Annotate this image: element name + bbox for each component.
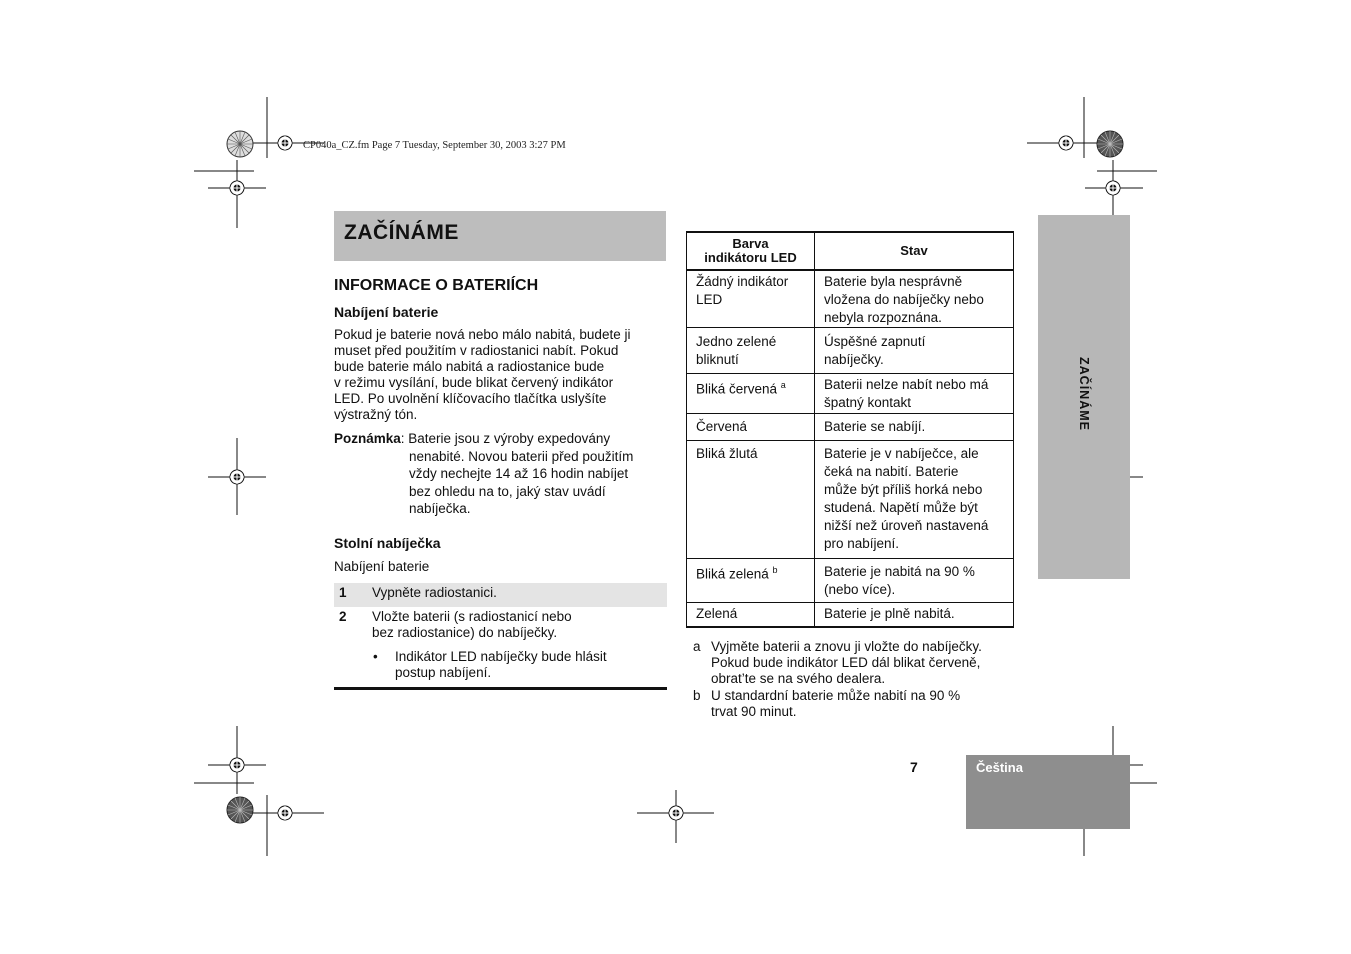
note-block xyxy=(334,430,666,518)
desk-charger-subheading: Nabíjení baterie xyxy=(334,559,430,574)
page-number: 7 xyxy=(910,759,918,775)
table-row xyxy=(687,603,1014,627)
led-status-cell: Baterii nelze nabít nebo má špatný kontakt xyxy=(815,374,1014,414)
table-row xyxy=(687,328,1014,374)
side-chapter-tab xyxy=(1038,215,1130,579)
section-title-bar xyxy=(334,211,666,261)
led-status-cell: Baterie se nabíjí. xyxy=(815,414,1014,441)
footnote-label: b xyxy=(693,688,701,703)
led-color-cell: Jedno zelené bliknutí xyxy=(687,328,815,374)
table-footnotes xyxy=(693,639,1023,739)
led-status-cell: Baterie je v nabíječce, ale čeká na nabití. Baterie může být příliš horká nebo studená. Napětí může být nižší než úroveň nastavená pro nabíjení. xyxy=(815,441,1014,559)
led-status-cell: Baterie je nabitá na 90 % (nebo více). xyxy=(815,559,1014,603)
language-tab xyxy=(966,755,1130,829)
step-text: Vložte baterii (s radiostanicí nebo bez radiostanice) do nabíječky. xyxy=(372,609,572,640)
note-first-line: : Baterie jsou z výroby expedovány xyxy=(400,431,611,446)
led-color-cell: Červená xyxy=(687,414,815,441)
table-header-color: Barva indikátoru LED xyxy=(687,232,815,270)
footnote-ref: b xyxy=(772,565,778,575)
led-color-cell: Bliká žlutá xyxy=(687,441,815,559)
led-color-cell xyxy=(687,559,815,603)
table-row xyxy=(687,441,1014,559)
step-number: 2 xyxy=(339,609,347,624)
section-end-rule xyxy=(334,687,667,690)
led-color-cell: Zelená xyxy=(687,603,815,627)
section-title: ZAČÍNÁME xyxy=(344,221,459,244)
charging-heading: Nabíjení baterie xyxy=(334,304,439,320)
file-header-line: CP040a_CZ.fm Page 7 Tuesday, September 30, 2003 3:27 PM xyxy=(303,140,566,151)
table-row xyxy=(687,559,1014,603)
footnote-text: Vyjměte baterii a znovu ji vložte do nabíječky. Pokud bude indikátor LED dál blikat červeně, obrat’te se na svého dealera. xyxy=(711,639,982,686)
footnote-ref: a xyxy=(780,380,786,390)
led-status-table xyxy=(686,231,1014,628)
battery-info-heading: INFORMACE O BATERIÍCH xyxy=(334,277,539,294)
desk-charger-heading: Stolní nabíječka xyxy=(334,535,441,551)
led-color-text: Bliká červená xyxy=(696,381,781,397)
step-bullet-mark: • xyxy=(373,649,378,664)
led-status-cell: Baterie je plně nabitá. xyxy=(815,603,1014,627)
note-rest: nenabité. Novou baterii před použitím vždy nechejte 14 až 16 hodin nabíjet bez ohledu na to, jaký stav uvádí nabíječka. xyxy=(409,448,634,516)
side-chapter-label: ZAČÍNÁME xyxy=(1077,357,1091,431)
table-row xyxy=(687,414,1014,441)
footnote-text: U standardní baterie může nabití na 90 % trvat 90 minut. xyxy=(711,688,961,719)
language-label: Čeština xyxy=(976,760,1023,775)
led-status-cell: Úspěšné zapnutí nabíječky. xyxy=(815,328,1014,374)
step-bullet-text: Indikátor LED nabíječky bude hlásit postup nabíjení. xyxy=(395,649,607,680)
step-number: 1 xyxy=(339,585,347,600)
led-color-cell: Žádný indikátor LED xyxy=(687,270,815,328)
step-text: Vypněte radiostanici. xyxy=(372,585,497,600)
table-row xyxy=(687,374,1014,414)
table-row xyxy=(687,270,1014,328)
led-color-cell xyxy=(687,374,815,414)
charging-paragraph: Pokud je baterie nová nebo málo nabitá, budete ji muset před použitím v radiostanici nabít. Pokud bude baterie málo nabitá a radiostanice bude v režimu vysílání, bude blikat červený indikátor LED. Po uvolnění klíčovacího tlačítka uslyšíte výstražný tón. xyxy=(334,327,631,422)
led-color-text: Bliká zelená xyxy=(696,566,773,582)
led-status-cell: Baterie byla nesprávně vložena do nabíječky nebo nebyla rozpoznána. xyxy=(815,270,1014,328)
footnote-label: a xyxy=(693,639,701,654)
note-label: Poznámka xyxy=(334,431,401,446)
table-header-status: Stav xyxy=(815,232,1014,270)
